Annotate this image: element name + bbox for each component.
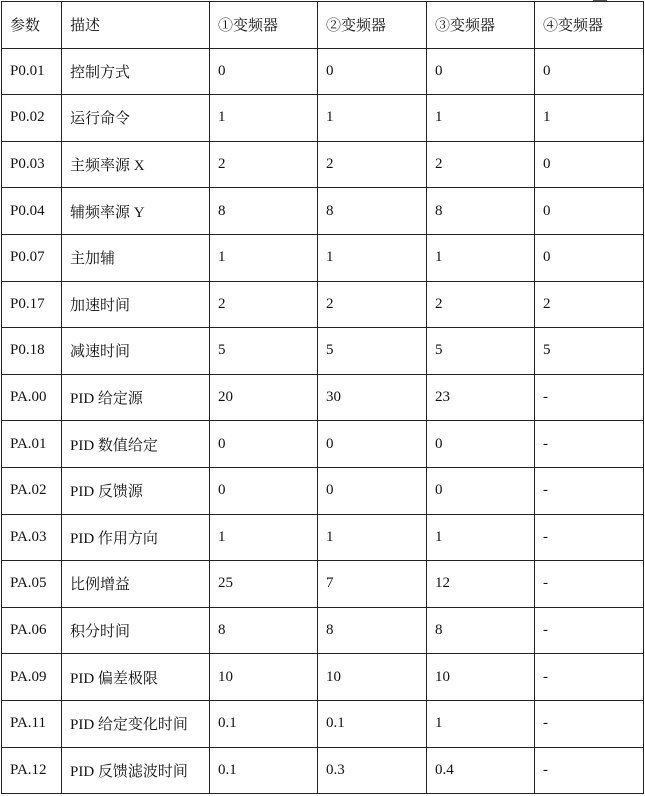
cell-inverter-3: 1 [427, 700, 535, 747]
cell-inverter-3: 2 [427, 281, 535, 328]
cell-inverter-4: - [535, 654, 644, 701]
cell-inverter-4: - [535, 421, 644, 468]
cell-param: PA.00 [2, 374, 62, 421]
cell-inverter-3: 1 [427, 95, 535, 142]
cell-inverter-1: 25 [210, 561, 318, 608]
cell-inverter-3: 23 [427, 374, 535, 421]
table-row [2, 95, 644, 142]
cell-param: PA.01 [2, 421, 62, 468]
cell-inverter-3: 12 [427, 561, 535, 608]
cell-inverter-4: 2 [535, 281, 644, 328]
table-row [2, 48, 644, 95]
cell-inverter-3: 0.4 [427, 747, 535, 794]
cell-description: PID 反馈滤波时间 [62, 747, 210, 794]
header-row [2, 2, 644, 49]
cell-inverter-1: 10 [210, 654, 318, 701]
cell-param: PA.05 [2, 561, 62, 608]
cell-param: P0.01 [2, 48, 62, 95]
cell-param: PA.03 [2, 514, 62, 561]
cell-inverter-1: 8 [210, 188, 318, 235]
cell-description: PID 偏差极限 [62, 654, 210, 701]
cell-inverter-4: - [535, 747, 644, 794]
cell-description: PID 给定变化时间 [62, 700, 210, 747]
cell-param: P0.04 [2, 188, 62, 235]
cell-inverter-1: 2 [210, 281, 318, 328]
cell-param: P0.03 [2, 141, 62, 188]
table-row [2, 514, 644, 561]
cell-inverter-4: - [535, 700, 644, 747]
cell-inverter-2: 0.3 [318, 747, 427, 794]
cell-description: PID 反馈源 [62, 467, 210, 514]
cell-inverter-2: 2 [318, 281, 427, 328]
table-row [2, 234, 644, 281]
header-cell-param: 参数 [2, 2, 62, 49]
header-cell-inverter-1: ①变频器 [210, 2, 318, 49]
cell-inverter-1: 0.1 [210, 747, 318, 794]
cell-inverter-4: - [535, 467, 644, 514]
cell-param: P0.17 [2, 281, 62, 328]
cell-inverter-1: 2 [210, 141, 318, 188]
cell-param: PA.11 [2, 700, 62, 747]
table-row [2, 281, 644, 328]
cell-inverter-4: 1 [535, 95, 644, 142]
cell-inverter-3: 0 [427, 467, 535, 514]
cell-inverter-2: 10 [318, 654, 427, 701]
table-row [2, 654, 644, 701]
cell-description: PID 作用方向 [62, 514, 210, 561]
cell-description: 减速时间 [62, 328, 210, 375]
cell-inverter-2: 1 [318, 514, 427, 561]
cell-inverter-2: 1 [318, 95, 427, 142]
header-cell-inverter-3: ③变频器 [427, 2, 535, 49]
cell-description: 辅频率源 Y [62, 188, 210, 235]
cell-inverter-2: 5 [318, 328, 427, 375]
header-cell-inverter-4: ④变频器 [535, 2, 644, 49]
cell-inverter-1: 0 [210, 421, 318, 468]
table-row [2, 607, 644, 654]
table-row [2, 141, 644, 188]
cell-inverter-3: 2 [427, 141, 535, 188]
cell-inverter-2: 0 [318, 421, 427, 468]
cell-inverter-2: 0.1 [318, 700, 427, 747]
cell-inverter-1: 1 [210, 514, 318, 561]
cell-inverter-4: 5 [535, 328, 644, 375]
cell-inverter-2: 0 [318, 48, 427, 95]
cell-param: P0.18 [2, 328, 62, 375]
cell-inverter-1: 1 [210, 234, 318, 281]
cell-inverter-3: 5 [427, 328, 535, 375]
cell-inverter-3: 1 [427, 514, 535, 561]
cell-inverter-1: 5 [210, 328, 318, 375]
table-row [2, 421, 644, 468]
cell-inverter-2: 8 [318, 607, 427, 654]
cell-description: PID 给定源 [62, 374, 210, 421]
header-cell-description: 描述 [62, 2, 210, 49]
cell-inverter-4: 0 [535, 234, 644, 281]
cell-param: P0.02 [2, 95, 62, 142]
cell-inverter-4: - [535, 514, 644, 561]
cell-description: 比例增益 [62, 561, 210, 608]
cell-description: 运行命令 [62, 95, 210, 142]
cell-inverter-2: 1 [318, 234, 427, 281]
cell-description: 主加辅 [62, 234, 210, 281]
cell-param: PA.09 [2, 654, 62, 701]
cell-inverter-3: 8 [427, 607, 535, 654]
cell-inverter-4: 0 [535, 48, 644, 95]
cell-inverter-2: 0 [318, 467, 427, 514]
cell-inverter-2: 2 [318, 141, 427, 188]
cell-description: 积分时间 [62, 607, 210, 654]
cell-param: PA.12 [2, 747, 62, 794]
cell-description: 控制方式 [62, 48, 210, 95]
cell-inverter-3: 0 [427, 48, 535, 95]
table-row [2, 374, 644, 421]
cell-inverter-1: 0 [210, 467, 318, 514]
cell-param: PA.02 [2, 467, 62, 514]
cell-inverter-3: 1 [427, 234, 535, 281]
cell-param: P0.07 [2, 234, 62, 281]
cell-param: PA.06 [2, 607, 62, 654]
cell-inverter-1: 20 [210, 374, 318, 421]
cell-description: PID 数值给定 [62, 421, 210, 468]
header-cell-inverter-2: ②变频器 [318, 2, 427, 49]
cell-inverter-4: 0 [535, 188, 644, 235]
cell-inverter-2: 30 [318, 374, 427, 421]
cell-inverter-1: 0.1 [210, 700, 318, 747]
cell-inverter-3: 8 [427, 188, 535, 235]
table-row [2, 467, 644, 514]
cell-inverter-3: 0 [427, 421, 535, 468]
parameter-table [1, 1, 644, 794]
table-row [2, 747, 644, 794]
table-row [2, 561, 644, 608]
cell-inverter-2: 7 [318, 561, 427, 608]
table-row [2, 700, 644, 747]
cell-inverter-1: 0 [210, 48, 318, 95]
cell-inverter-4: 0 [535, 141, 644, 188]
table-row [2, 328, 644, 375]
table-row [2, 188, 644, 235]
cell-description: 主频率源 X [62, 141, 210, 188]
cell-description: 加速时间 [62, 281, 210, 328]
cell-inverter-1: 8 [210, 607, 318, 654]
cell-inverter-2: 8 [318, 188, 427, 235]
cell-inverter-4: - [535, 374, 644, 421]
cell-inverter-4: - [535, 607, 644, 654]
cell-inverter-4: - [535, 561, 644, 608]
cell-inverter-3: 10 [427, 654, 535, 701]
cell-inverter-1: 1 [210, 95, 318, 142]
